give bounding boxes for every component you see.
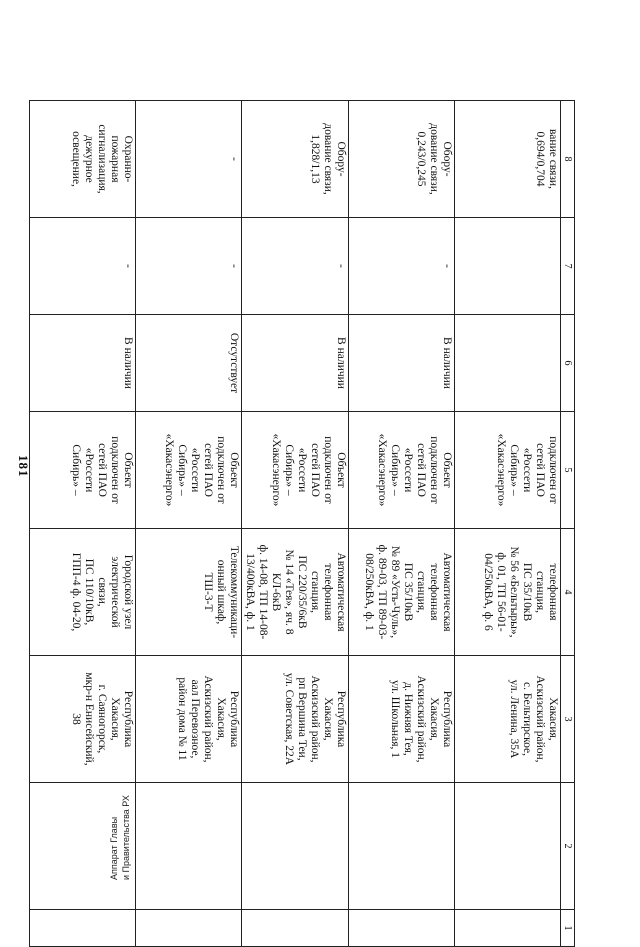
table-cell-col-7: - [242,218,349,315]
table-cell-col-3: Республика Хакасия, Аскизский район, д. Нижняя Тея, ул. Школьная, 1 [349,656,455,783]
office-stamp [108,795,132,880]
table-cell-col-7: - [349,218,455,315]
table-cell-col-5: Объект подключен от сетей ПАО «Россети Сибирь» – [30,412,136,529]
column-number: 5 [561,412,575,529]
table-cell-col-5: подключен от сетей ПАО «Россети Сибирь» – «Хакасэнерго» [455,412,561,529]
table-cell-col-3: Хакасия, Аскизский район, с. Бельтирское, ул. Ленина, 35А [455,656,561,783]
table-cell-col-4: Городской узел электрической связи, ПС 110/10кВ, ГПП-4 ф. 04-20, [30,529,136,656]
column-number-row [561,101,575,947]
table-cell-col-1 [349,910,455,947]
column-number: 2 [561,783,575,910]
table-cell-col-3: Республика Хакасия, г. Саяногорск, мкр-н Енисейский, 38 [30,656,136,783]
table-cell-col-8: Обору- дование связи, 1,828/1,13 [242,101,349,218]
table-cell-col-7: - [30,218,136,315]
stamp-line: Аппарат Главы [109,816,119,880]
table-cell-col-4: Автоматическая телефонная станция, ПС 35/10кВ № 89 «Усть-Чуль», ф. 89-03, ТП 89-03- 08/250кВА, ф. 1 [349,529,455,656]
table-cell-col-2 [455,783,561,910]
table-cell-col-1 [242,910,349,947]
table-row [455,101,561,947]
table-cell-col-2 [349,783,455,910]
table-cell-col-6: В наличии [349,315,455,412]
table-cell-col-8: Охранно- пожарная сигнализация, дежурное освещение, [30,101,136,218]
table-cell-col-8: Обору- дование связи, 0,243/0,245 [349,101,455,218]
table-cell-col-6: В наличии [30,315,136,412]
table-cell-col-1 [455,910,561,947]
column-number: 4 [561,529,575,656]
column-number: 6 [561,315,575,412]
column-number: 1 [561,910,575,947]
table-cell-col-5: Объект подключен от сетей ПАО «Россети Сибирь» – «Хакасэнерго» [136,412,242,529]
table-cell-col-2 [242,783,349,910]
document-table-wrapper [70,100,575,931]
stamp-line: и Правительства РХ [121,795,131,880]
column-number: 7 [561,218,575,315]
table-cell-col-4: телефонная станция, ПС 35/10кВ № 56 «Бельтыры», ф. 01, ТП 56-01- 04/250кВА, ф. 6 [455,529,561,656]
table-row [349,101,455,947]
table-cell-col-1 [136,910,242,947]
table-cell-col-6: В наличии [242,315,349,412]
table-cell-col-5: Объект подключен от сетей ПАО «Россети Сибирь» – «Хакасэнерго» [349,412,455,529]
table-row [242,101,349,947]
table-cell-col-4: Автоматическая телефонная станция, ПС 220/35/6кВ № 14 «Тея», яч. 8 КЛ-6кВ ф. 14-08, ТП 14-08- 13/400кВА, ф. 1 [242,529,349,656]
column-number: 3 [561,656,575,783]
page-number: 181 [16,455,31,478]
table-row [136,101,242,947]
table-cell-col-3: Республика Хакасия, Аскизский район, аал Перевозное, район дома № 11 [136,656,242,783]
table-cell-col-6 [455,315,561,412]
table-cell-col-7: - [136,218,242,315]
table-cell-col-7 [455,218,561,315]
table-cell-col-6: Отсутствует [136,315,242,412]
table-cell-col-8: - [136,101,242,218]
column-number: 8 [561,101,575,218]
table-cell-col-2 [136,783,242,910]
table-cell-col-5: Объект подключен от сетей ПАО «Россети Сибирь» – «Хакасэнерго» [242,412,349,529]
table-cell-col-8: вание связи, 0,694/0,704 [455,101,561,218]
table-cell-col-1 [30,910,136,947]
table-cell-col-3: Республика Хакасия, Аскизский район, рп Вершина Теи, ул. Советская, 22А [242,656,349,783]
table-cell-col-4: Телекоммуникаци- онный шкаф, ТШ-3-Т [136,529,242,656]
